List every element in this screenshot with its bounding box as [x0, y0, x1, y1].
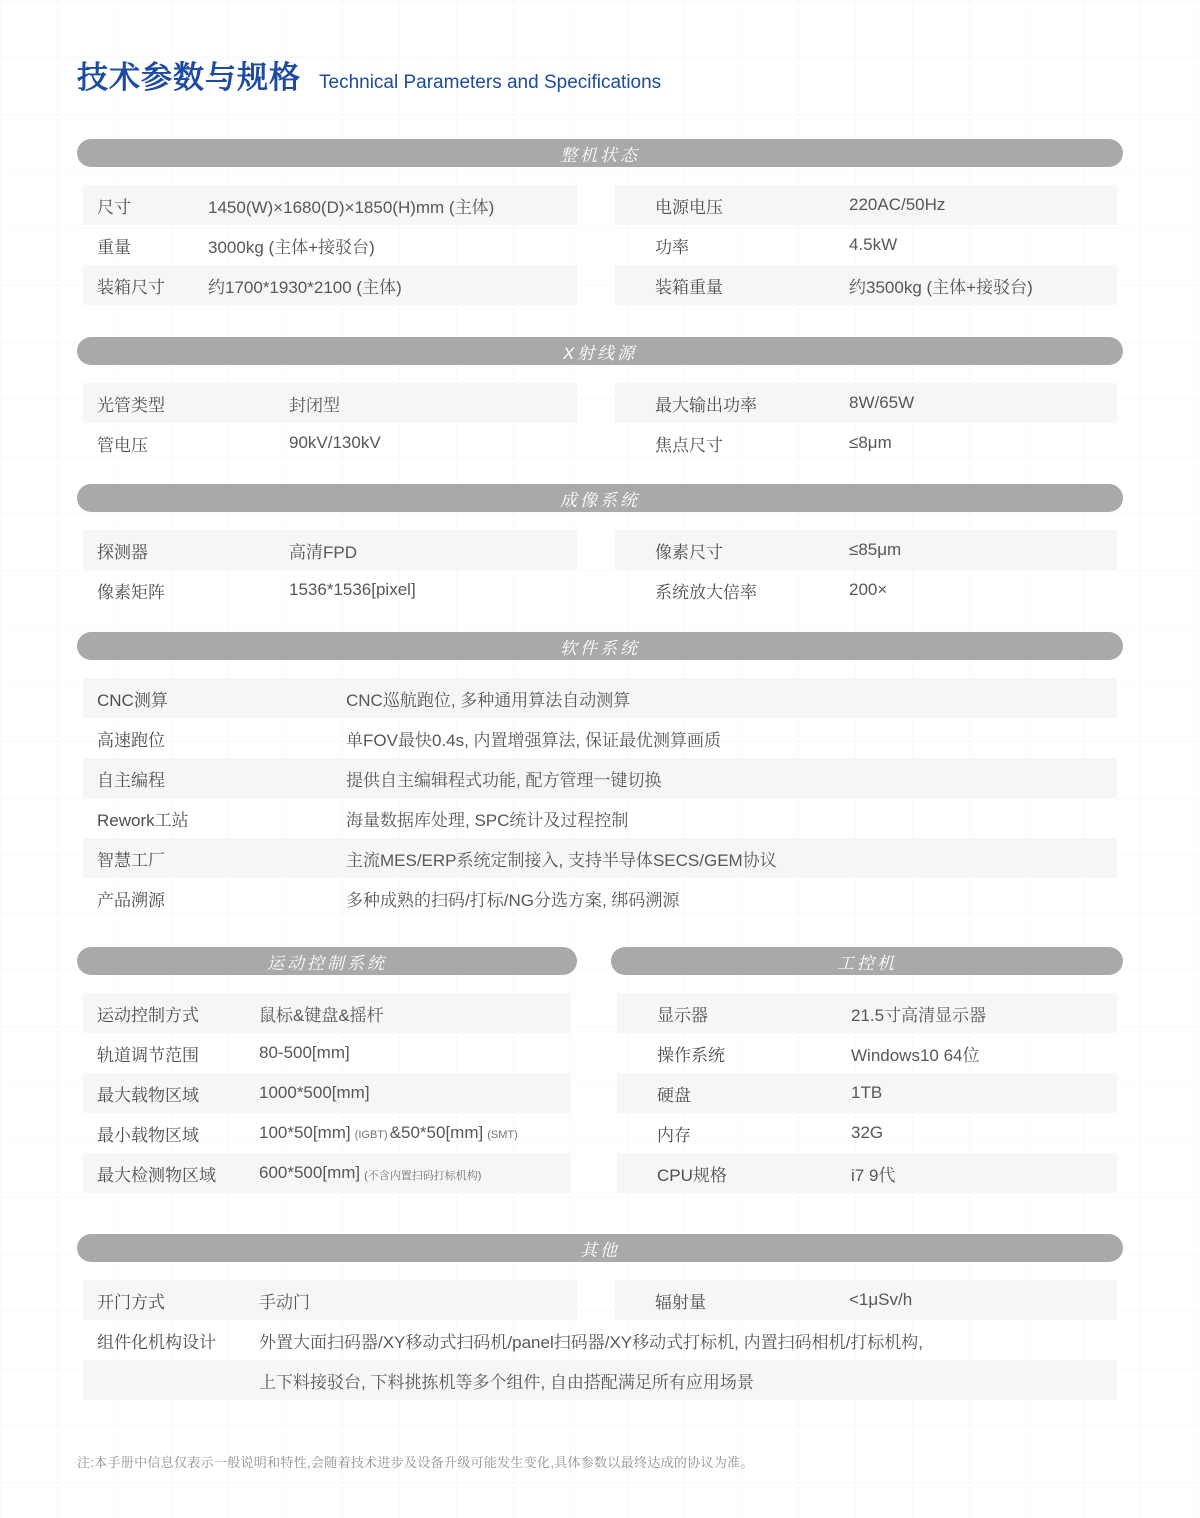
spec-value: 封闭型 [289, 395, 340, 415]
spec-label: 焦点尺寸 [655, 435, 723, 455]
spec-value-note: (SMT) [487, 1128, 518, 1141]
section-title: 运动控制系统 [267, 953, 387, 973]
spec-label: 运动控制方式 [97, 1005, 199, 1025]
spec-label: 装箱重量 [655, 277, 723, 297]
spec-rows [77, 993, 577, 1193]
section-title: 整机状态 [560, 145, 640, 165]
section-xray-source [77, 337, 1123, 463]
section-software-system [77, 632, 1123, 918]
spec-value: <1μSv/h [849, 1290, 913, 1309]
spec-value: 高清FPD [289, 542, 357, 562]
table-row [83, 878, 1117, 918]
table-row [83, 718, 1117, 758]
spec-label: 光管类型 [97, 395, 165, 415]
spec-label: 显示器 [657, 1005, 708, 1025]
footnote: 注:本手册中信息仅表示一般说明和特性,会随着技术进步及设备升级可能发生变化,具体参数以最终达成的协议为准。 [77, 1455, 754, 1470]
table-row [615, 530, 1117, 570]
spec-label: 轨道调节范围 [97, 1045, 199, 1065]
spec-label: 电源电压 [655, 197, 723, 217]
spec-value: 200× [849, 580, 888, 599]
spec-value: ≤8μm [849, 433, 892, 452]
table-row [615, 423, 1117, 463]
table-row [617, 1153, 1117, 1193]
spec-label: CPU规格 [657, 1165, 727, 1185]
spec-label: 最大输出功率 [655, 395, 757, 415]
spec-label: 管电压 [97, 435, 148, 455]
spec-label: 像素矩阵 [97, 582, 165, 602]
table-row [615, 225, 1117, 265]
section-title: 成像系统 [560, 490, 640, 510]
table-row [617, 993, 1117, 1033]
spec-value: ≤85μm [849, 540, 902, 559]
section-industrial-pc [611, 947, 1123, 1193]
spec-value: 主流MES/ERP系统定制接入, 支持半导体SECS/GEM协议 [346, 850, 777, 870]
section-header-other [77, 1234, 1123, 1262]
table-row [83, 225, 577, 265]
spec-value: 8W/65W [849, 393, 915, 412]
spec-label: 功率 [655, 237, 689, 257]
spec-value: 提供自主编辑程式功能, 配方管理一键切换 [346, 770, 662, 790]
table-row [83, 185, 577, 225]
spec-value: 海量数据库处理, SPC统计及过程控制 [346, 810, 629, 830]
section-title: 工控机 [837, 953, 897, 973]
spec-label: 尺寸 [97, 197, 131, 217]
section-other [77, 1234, 1123, 1400]
section-header-software-system [77, 632, 1123, 660]
section-header-xray-source [77, 337, 1123, 365]
section-machine-status [77, 139, 1123, 305]
table-row [617, 1073, 1117, 1113]
table-row [615, 383, 1117, 423]
spec-value: i7 9代 [851, 1165, 896, 1185]
spec-value: 鼠标&键盘&摇杆 [259, 1005, 384, 1025]
table-row [83, 758, 1117, 798]
spec-rows [77, 678, 1123, 918]
spec-value: 约1700*1930*2100 (主体) [208, 277, 402, 297]
section-title: 软件系统 [560, 638, 640, 658]
spec-label: 最大载物区域 [97, 1085, 199, 1105]
spec-label: CNC测算 [97, 690, 168, 710]
spec-label: 重量 [97, 237, 131, 257]
table-row [615, 185, 1117, 225]
spec-label: 辐射量 [655, 1292, 706, 1312]
spec-value: 多种成熟的扫码/打标/NG分选方案, 绑码溯源 [346, 890, 680, 910]
spec-value: 1000*500[mm] [259, 1083, 370, 1102]
table-row [83, 1073, 571, 1113]
spec-value: 600*500[mm] [259, 1163, 361, 1182]
table-row [615, 265, 1117, 305]
table-row [83, 1113, 571, 1153]
table-row [615, 570, 1117, 610]
table-row [83, 265, 577, 305]
table-row [83, 798, 1117, 838]
section-title: X射线源 [562, 343, 638, 363]
spec-value: &50*50[mm] [389, 1123, 484, 1142]
spec-rows [77, 1320, 1123, 1400]
section-header-industrial-pc [611, 947, 1123, 975]
spec-value: CNC巡航跑位, 多种通用算法自动测算 [346, 690, 631, 710]
spec-label: 自主编程 [97, 770, 165, 790]
table-row [83, 423, 577, 463]
spec-value: 外置大面扫码器/XY移动式扫码机/panel扫码器/XY移动式打标机, 内置扫码相机/打标机构, [259, 1332, 924, 1352]
spec-label: 产品溯源 [97, 890, 165, 910]
spec-value: 4.5kW [849, 235, 898, 254]
table-row [83, 570, 577, 610]
spec-label: 系统放大倍率 [655, 582, 757, 602]
spec-label: 高速跑位 [97, 730, 165, 750]
spec-label: 装箱尺寸 [97, 277, 165, 297]
spec-value: Windows10 64位 [851, 1045, 980, 1065]
section-title: 其他 [580, 1240, 620, 1260]
section-header-motion-control [77, 947, 577, 975]
page-title-english: Technical Parameters and Specifications [319, 72, 662, 93]
table-row [83, 993, 571, 1033]
spec-value: 3000kg (主体+接驳台) [208, 237, 375, 257]
page-title [77, 52, 1123, 97]
spec-value: 100*50[mm] [259, 1123, 351, 1142]
spec-value-note: (不含内置扫码打标机构) [364, 1169, 482, 1182]
spec-value: 上下料接驳台, 下料挑拣机等多个组件, 自由搭配满足所有应用场景 [259, 1372, 754, 1392]
spec-value: 1450(W)×1680(D)×1850(H)mm (主体) [208, 197, 495, 217]
spec-value: 220AC/50Hz [849, 195, 946, 214]
spec-label: 最大检测物区域 [97, 1165, 216, 1185]
spec-label: 内存 [657, 1125, 691, 1145]
spec-value: 90kV/130kV [289, 433, 381, 452]
table-row [83, 383, 577, 423]
spec-label: Rework工站 [97, 810, 189, 830]
table-row [617, 1113, 1117, 1153]
spec-label: 像素尺寸 [655, 542, 723, 562]
table-row [83, 1360, 1117, 1400]
spec-rows [77, 1280, 1123, 1320]
spec-rows [77, 185, 1123, 305]
section-motion-and-ipc [77, 947, 1123, 1193]
table-row [83, 1280, 577, 1320]
spec-value: 1536*1536[pixel] [289, 580, 416, 599]
spec-value: 手动门 [259, 1292, 310, 1312]
section-motion-control [77, 947, 577, 1193]
spec-label: 智慧工厂 [97, 850, 165, 870]
spec-label: 硬盘 [657, 1085, 691, 1105]
section-header-machine-status [77, 139, 1123, 167]
table-row [83, 678, 1117, 718]
table-row [83, 1320, 1117, 1360]
spec-rows [611, 993, 1123, 1193]
spec-value: 80-500[mm] [259, 1043, 350, 1062]
spec-value: 约3500kg (主体+接驳台) [849, 277, 1033, 297]
spec-label: 组件化机构设计 [97, 1332, 216, 1352]
section-header-imaging-system [77, 484, 1123, 512]
table-row [617, 1033, 1117, 1073]
spec-value: 单FOV最快0.4s, 内置增强算法, 保证最优测算画质 [346, 730, 721, 750]
table-row [83, 1153, 571, 1193]
spec-rows [77, 530, 1123, 610]
spec-value: 32G [851, 1123, 884, 1142]
table-row [83, 530, 577, 570]
spec-value: 1TB [851, 1083, 883, 1102]
table-row [615, 1280, 1117, 1320]
spec-rows [77, 383, 1123, 463]
table-row [83, 838, 1117, 878]
spec-label: 探测器 [97, 542, 148, 562]
spec-label: 开门方式 [97, 1292, 165, 1312]
spec-value-note: (IGBT) [354, 1128, 388, 1141]
spec-value: 21.5寸高清显示器 [851, 1005, 987, 1025]
spec-label: 最小载物区域 [97, 1125, 199, 1145]
spec-label: 操作系统 [657, 1045, 725, 1065]
table-row [83, 1033, 571, 1073]
page-title-chinese: 技术参数与规格 [77, 60, 301, 95]
section-imaging-system [77, 484, 1123, 610]
